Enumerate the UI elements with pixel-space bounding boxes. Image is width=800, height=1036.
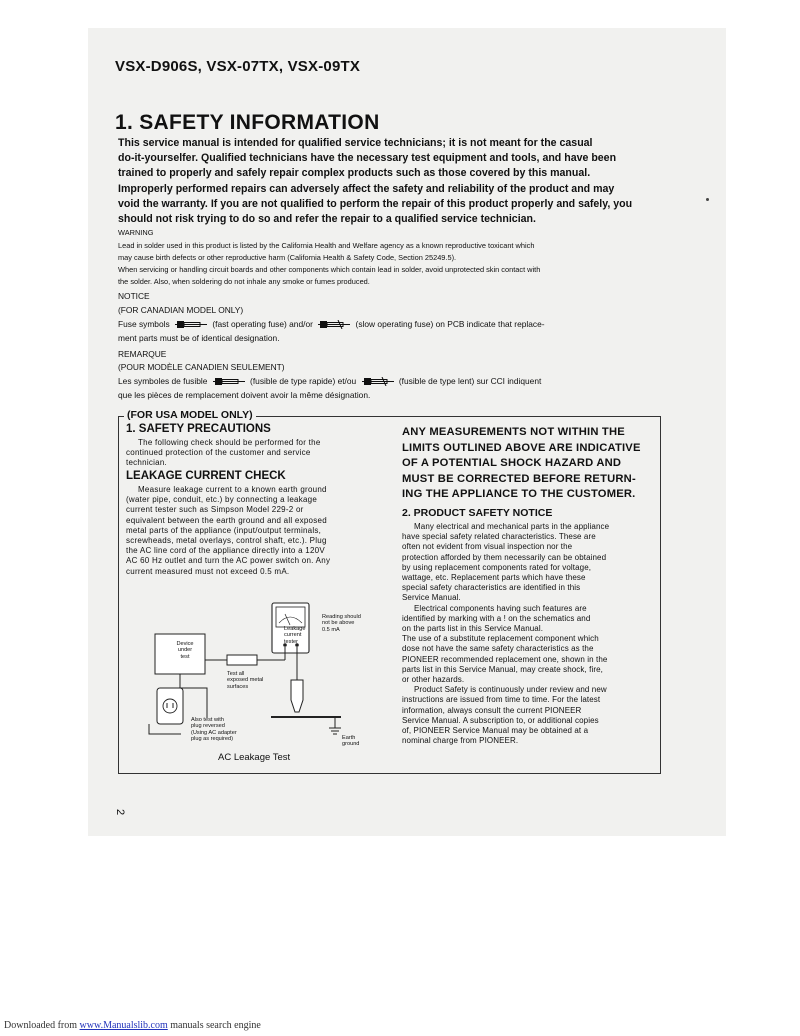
intro-line: trained to properly and safely repair complex products such as those covered by this manual. [118,167,591,180]
diagram-label-reading: Reading should not be above 0.5 mA [322,614,361,633]
diagram-caption: AC Leakage Test [218,752,291,763]
text-line: Service Manual. A subscription to, or additional copies [402,715,599,725]
notice-subtitle: (FOR CANADIAN MODEL ONLY) [118,305,244,315]
manualslib-link[interactable]: www.Manualslib.com [79,1020,168,1031]
warning-line: When servicing or handling circuit boards and other components which contain lead in solder, avoid unprotected skin contact with [118,265,541,274]
warning-line: Lead in solder used in this product is listed by the California Health and Welfare agency as a known reproductive toxicant which [118,241,535,250]
text-line: PIONEER recommended replacement one, shown in the [402,654,608,664]
download-footer [4,1020,261,1031]
text-line: dose not have the same safety characteristics as the [402,644,594,654]
text-line: the AC line cord of the appliance directly into a 120V [126,546,325,556]
remarque-title: REMARQUE [118,349,167,359]
product-safety-title: 2. PRODUCT SAFETY NOTICE [402,507,553,519]
leakage-check-title: LEAKAGE CURRENT CHECK [126,470,286,482]
text-line: Measure leakage current to a known earth ground [138,485,327,494]
diagram-label-tester: Leakage current tester [284,626,306,645]
leakage-check-text [126,485,330,577]
text-line: nominal charge from PIONEER. [402,736,519,746]
diagram-label-earth: Earth ground [342,735,360,748]
text-line: The use of a substitute replacement component which [402,634,599,644]
diagram-label-also-test: Also test with plug reversed (Using AC adapter plug as required) [191,717,237,743]
intro-paragraph [118,136,658,227]
warning-line: the solder. Also, when soldering do not inhale any smoke or fumes produced. [118,277,370,286]
notice-title: NOTICE [118,291,150,301]
text-line: ING THE APPLIANCE TO THE CUSTOMER. [402,488,636,500]
diagram-label-test-all: Test all exposed metal surfaces [227,671,264,690]
text-line: identified by marking with a ! on the schematics and [402,613,591,623]
scan-speck [706,198,709,201]
text-line: The following check should be performed for the [138,438,321,447]
text-line: current tester such as Simpson Model 229-2 or [126,505,304,515]
text-line: or other hazards. [402,675,465,685]
diagram-label-device: Device under test [176,641,194,660]
notice-line [118,318,545,331]
text-line: often not evident from visual inspection nor the [402,542,573,552]
text-line: Service Manual. [402,593,461,603]
text-line: parts list in this Service Manual, may create shock, fire, [402,664,603,674]
model-header: VSX-D906S, VSX-07TX, VSX-09TX [115,58,361,75]
text-line: on the parts list in this Service Manual. [402,624,544,634]
remarque-line: que les pièces de remplacement doivent avoir la même désignation. [118,390,371,400]
text-line: metal parts of the appliance (input/output terminals, [126,525,322,535]
resistor [227,655,257,665]
usa-model-legend: (FOR USA MODEL ONLY) [124,409,256,421]
text-line: technician. [126,458,167,468]
product-safety-text [402,522,609,746]
text-line: protection afforded by them necessarily can be obtained [402,552,607,562]
text-line: continued protection of the customer and service [126,448,311,458]
warning-title: WARNING [118,228,154,237]
notice-text: (slow operating fuse) on PCB indicate that replace- [355,319,545,329]
wall-outlet [157,688,183,724]
text-line: instructions are issued from time to time. For the latest [402,695,601,705]
text-line: Product Safety is continuously under review and new [414,685,607,695]
text-line: AC 60 Hz outlet and turn the AC power switch on. Any [126,556,331,566]
text-line: current measured must not exceed 0.5 mA. [126,566,290,576]
safety-precautions-title: 1. SAFETY PRECAUTIONS [126,423,271,435]
text-line: ANY MEASUREMENTS NOT WITHIN THE [402,426,625,438]
notice-text: (fast operating fuse) and/or [212,319,313,329]
text-line: LIMITS OUTLINED ABOVE ARE INDICATIVE [402,441,641,454]
intro-line: should not risk trying to do so and refer the repair to a qualified service technician. [118,213,536,226]
warning-line: may cause birth defects or other reproductive harm (California Health & Safety Code, Section 25249.5). [118,253,457,262]
intro-line: Improperly performed repairs can adversely affect the safety and reliability of the product and may [118,182,615,195]
text-line: wattage, etc. Replacement parts which have these [402,573,586,583]
intro-line: do-it-yourselfer. Qualified technicians have the necessary test equipment and tools, and have been [118,152,617,165]
slow-fuse-icon [318,320,350,329]
notice-line: ment parts must be of identical designation. [118,333,280,343]
remarque-line [118,375,541,388]
safety-precautions-text [126,438,321,469]
text-line: special safety characteristics are identified in this [402,583,581,593]
slow-fuse-icon [362,377,394,386]
text-line: by using replacement components rated for voltage, [402,562,592,572]
text-line: of, PIONEER Service Manual may be obtained at a [402,726,589,736]
section-title: 1. SAFETY INFORMATION [115,111,380,134]
fast-fuse-icon [213,377,245,386]
fast-fuse-icon [175,320,207,329]
remarque-text: Les symboles de fusible [118,376,208,386]
footer-prefix: Downloaded from [4,1020,78,1031]
text-line: OF A POTENTIAL SHOCK HAZARD AND [402,457,622,469]
remarque-text: (fusible de type rapide) et/ou [250,376,357,386]
intro-line: This service manual is intended for qualified service technicians; it is not meant for the casual [118,137,593,149]
notice-text: Fuse symbols [118,319,170,329]
remarque-subtitle: (POUR MODÈLE CANADIEN SEULEMENT) [118,362,285,372]
intro-line: void the warranty. If you are not qualified to perform the repair of this product properly and safely, you [118,197,633,210]
footer-suffix: manuals search engine [170,1020,261,1031]
remarque-text: (fusible de type lent) sur CCI indiquent [398,376,542,386]
probe [291,680,303,712]
text-line: information, always consult the current PIONEER [402,705,582,715]
measurement-warning [402,425,641,503]
text-line: equivalent between the earth ground and all exposed [126,515,327,525]
text-line: (water pipe, conduit, etc.) by connecting a leakage [126,495,318,505]
text-line: Many electrical and mechanical parts in the appliance [414,522,610,531]
text-line: have special safety related characteristics. These are [402,532,596,542]
text-line: Electrical components having such features are [414,603,587,613]
text-line: MUST BE CORRECTED BEFORE RETURN- [402,472,636,485]
page-number: 2 [114,808,127,816]
text-line: screwheads, metal overlays, control shaft, etc.). Plug [126,536,327,546]
